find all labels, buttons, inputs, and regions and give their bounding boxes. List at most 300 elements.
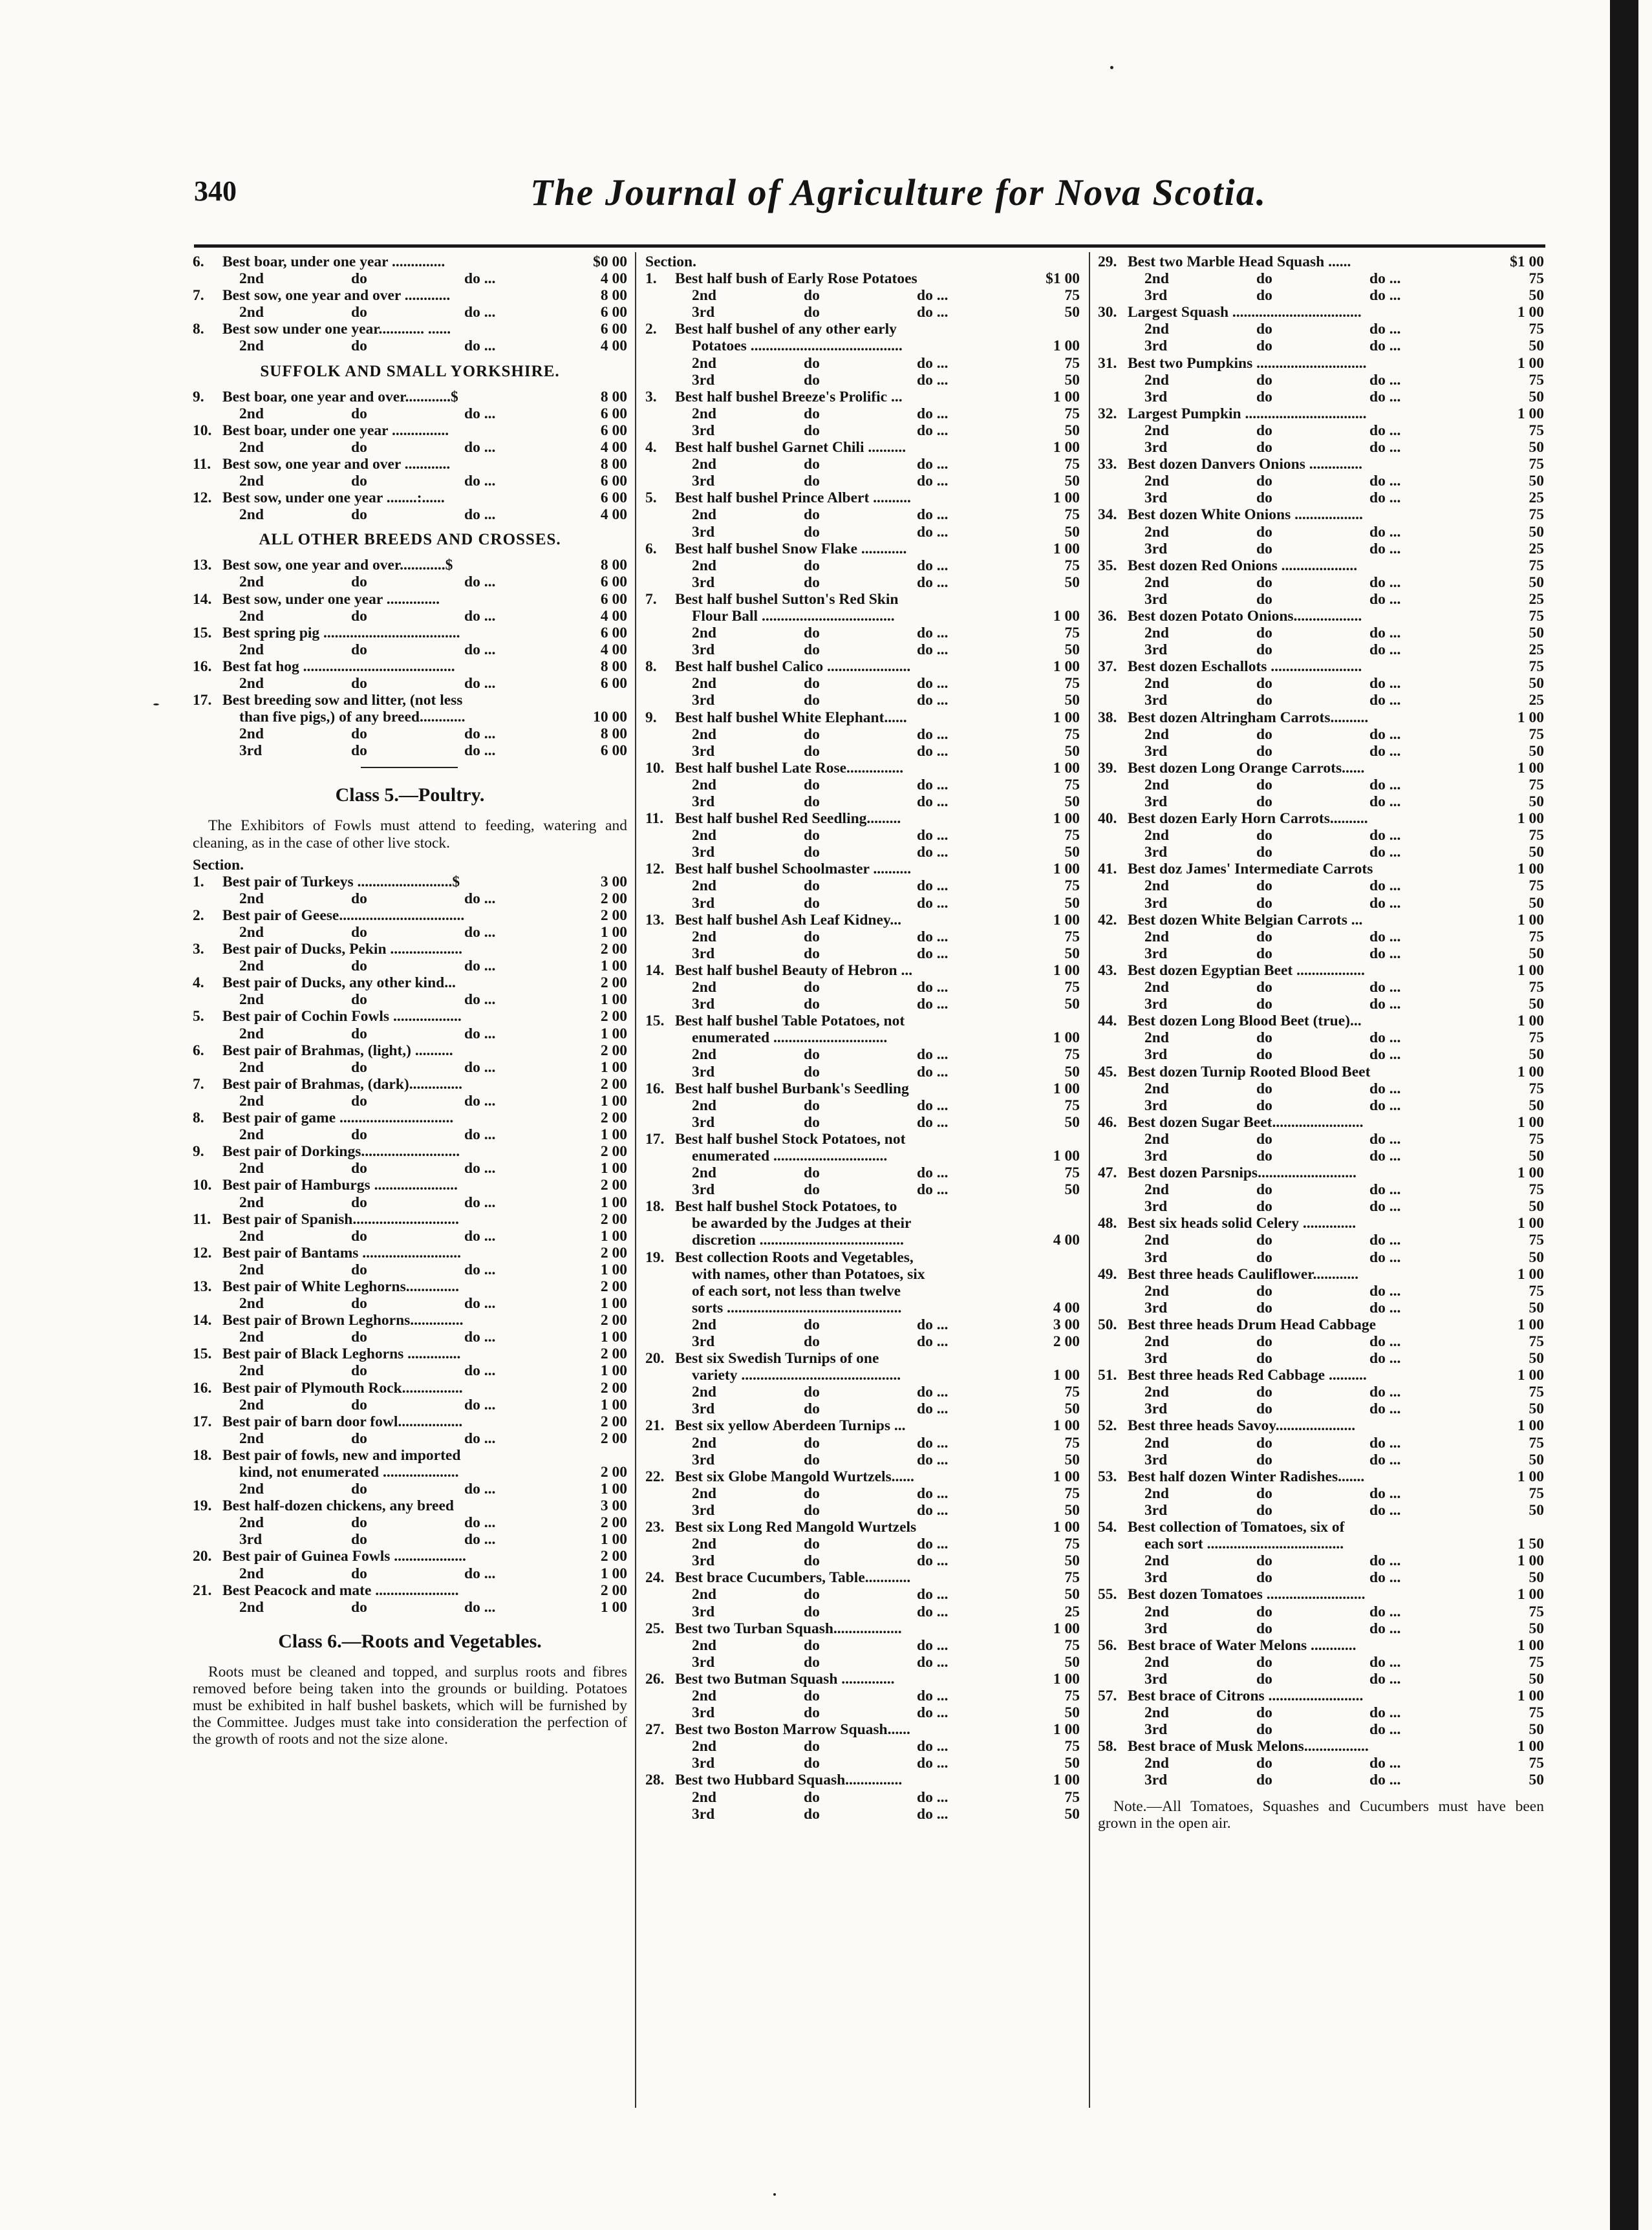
prize-row [193, 1430, 627, 1447]
section-number: 19. [645, 1249, 665, 1266]
place-label: 2nd [239, 1160, 264, 1177]
ditto-mark: do ... [464, 1025, 496, 1042]
place-label: 3rd [692, 1704, 715, 1722]
prize-row [645, 473, 1080, 489]
prize-amount: 4 00 [600, 506, 627, 524]
prize-row [193, 1194, 627, 1211]
place-label: 3rd [692, 1333, 715, 1350]
section-number: 1. [645, 270, 657, 288]
prize-row [193, 1211, 627, 1228]
ditto-mark: do ... [464, 1598, 496, 1616]
prize-row [645, 1266, 1080, 1283]
entry-text: Best two Marble Head Squash ...... [1128, 253, 1351, 270]
prize-row [1098, 1114, 1544, 1131]
ditto-mark: do [1256, 540, 1272, 557]
prize-row [1098, 827, 1544, 844]
entry-text: Best sow, under one year .............. [222, 590, 440, 608]
prize-row [193, 1008, 627, 1025]
ditto-mark: do ... [1369, 996, 1401, 1013]
entry-text: Best six Globe Mangold Wurtzels...... [675, 1468, 914, 1485]
prize-row [645, 675, 1080, 692]
place-label: 2nd [692, 1586, 716, 1603]
ditto-mark: do [351, 1514, 367, 1532]
prize-row [1098, 1417, 1544, 1434]
section-number: 56. [1098, 1636, 1117, 1654]
ditto-mark: do [1256, 1434, 1272, 1452]
prize-amount: 50 [1529, 1772, 1544, 1789]
prize-row [645, 945, 1080, 962]
ditto-mark: do ... [464, 1295, 496, 1313]
prize-row [645, 877, 1080, 894]
entry-text: Best half bushel Sutton's Red Skin [675, 590, 899, 608]
section-number: 8. [193, 321, 204, 338]
place-label: 3rd [1144, 692, 1168, 709]
place-label: 2nd [1144, 1232, 1169, 1249]
entry-text: Best pair of Brown Leghorns.............. [222, 1312, 464, 1329]
prize-amount: 2 00 [600, 1514, 627, 1532]
prize-row [1098, 287, 1544, 304]
prize-row [645, 524, 1080, 541]
prize-amount: 50 [1529, 793, 1544, 810]
prize-amount: 1 00 [1053, 911, 1080, 928]
prize-row [645, 1097, 1080, 1114]
entry-text: Best dozen Altringham Carrots.......... [1128, 709, 1369, 726]
ditto-mark: do [804, 675, 820, 692]
place-label: 2nd [239, 1295, 264, 1313]
section-number: 10. [193, 1177, 212, 1194]
section-number: 11. [645, 810, 664, 828]
entry-text: Best half bushel Stock Potatoes, not [675, 1130, 906, 1148]
prize-row [645, 658, 1080, 675]
section-number: 13. [645, 911, 665, 928]
prize-row [1098, 1333, 1544, 1350]
prize-amount: 1 00 [1053, 1772, 1080, 1789]
prize-row [193, 1362, 627, 1379]
prize-amount: 50 [1529, 388, 1544, 405]
prize-amount: 75 [1064, 1164, 1080, 1182]
place-label: 2nd [1144, 1603, 1169, 1620]
prize-amount: 2 00 [600, 941, 627, 958]
entry-text: Best half-dozen chickens, any breed [222, 1497, 454, 1515]
prize-amount: 75 [1529, 1653, 1544, 1671]
prize-row [1098, 1654, 1544, 1671]
prize-amount: 75 [1064, 928, 1080, 945]
prize-amount: 2 00 [600, 1379, 627, 1397]
prize-row [645, 743, 1080, 760]
prize-amount: 50 [1529, 1249, 1544, 1266]
ditto-mark: do ... [1369, 928, 1401, 945]
prize-amount: 50 [1064, 1501, 1080, 1519]
prize-row [645, 541, 1080, 557]
entry-text: Best spring pig .................................... [222, 624, 460, 641]
place-label: 3rd [239, 1531, 263, 1549]
ditto-mark: do ... [464, 725, 496, 743]
prize-amount: 2 00 [600, 1581, 627, 1599]
section-number: 24. [645, 1569, 665, 1587]
prize-amount: $0 00 [593, 253, 627, 270]
ditto-mark: do ... [917, 1755, 949, 1772]
prize-amount: 1 00 [1517, 1417, 1544, 1435]
prize-amount: 1 00 [600, 1481, 627, 1498]
prize-row [1098, 1519, 1544, 1536]
ditto-mark: do ... [464, 924, 496, 941]
entry-continuation: enumerated .............................. [692, 1147, 888, 1164]
prize-row [193, 389, 627, 405]
prize-amount: 2 00 [600, 890, 627, 907]
section-number: 7. [193, 1075, 204, 1093]
place-label: 3rd [1144, 1670, 1168, 1688]
place-label: 2nd [239, 725, 264, 743]
prize-row [645, 1215, 1080, 1232]
prize-row [1098, 675, 1544, 692]
ditto-mark: do [351, 405, 367, 422]
prize-amount: 6 00 [600, 405, 627, 422]
entry-text: Best fat hog ........................................ [222, 658, 455, 675]
ditto-mark: do [1256, 1501, 1272, 1519]
prize-amount: 50 [1064, 1552, 1080, 1570]
entry-text: Best dozen Egyptian Beet .................. [1128, 961, 1365, 979]
ditto-mark: do [804, 1755, 820, 1772]
prize-amount: 8 00 [600, 388, 627, 405]
prize-row [1098, 625, 1544, 641]
place-label: 3rd [1144, 1721, 1168, 1739]
prize-row [193, 422, 627, 439]
ditto-mark: do ... [917, 1316, 949, 1333]
prize-row [1098, 1671, 1544, 1688]
place-label: 3rd [1144, 641, 1168, 659]
prize-amount: 50 [1064, 1653, 1080, 1671]
place-label: 2nd [1144, 725, 1169, 743]
ditto-mark: do [351, 473, 367, 490]
ditto-mark: do ... [1369, 979, 1401, 996]
entry-text: Best brace of Musk Melons................. [1128, 1738, 1369, 1755]
ditto-mark: do ... [917, 641, 949, 659]
prize-row [193, 439, 627, 456]
ditto-mark: do [804, 692, 820, 709]
ditto-mark: do ... [917, 692, 949, 709]
prize-row [1098, 928, 1544, 945]
ditto-mark: do ... [1369, 1147, 1401, 1164]
ditto-mark: do [1256, 928, 1272, 945]
prize-row [645, 1468, 1080, 1485]
prize-amount: 50 [1064, 1586, 1080, 1603]
prize-row [1098, 1569, 1544, 1586]
place-label: 2nd [1144, 1130, 1169, 1148]
prize-row [1098, 489, 1544, 506]
place-label: 2nd [1144, 1704, 1169, 1722]
prize-amount: 1 00 [1517, 1586, 1544, 1603]
prize-amount: 75 [1529, 725, 1544, 743]
entry-continuation: enumerated .............................. [692, 1029, 888, 1047]
prize-amount: 75 [1529, 1181, 1544, 1199]
prize-row [1098, 1384, 1544, 1400]
place-label: 3rd [692, 641, 715, 659]
ditto-mark: do ... [464, 1481, 496, 1498]
prize-amount: 2 00 [1053, 1333, 1080, 1350]
prize-amount: 75 [1529, 371, 1544, 389]
prize-row [645, 861, 1080, 877]
place-label: 3rd [692, 1063, 715, 1080]
prize-row [1098, 1688, 1544, 1704]
entry-text: Best sow under one year............ ...... [222, 321, 451, 338]
ditto-mark: do [1256, 1282, 1272, 1300]
page-number: 340 [194, 175, 237, 207]
ditto-mark: do [1256, 1046, 1272, 1064]
prize-row [645, 1181, 1080, 1198]
ditto-mark: do [804, 641, 820, 659]
place-label: 3rd [1144, 1350, 1168, 1367]
prize-row [1098, 524, 1544, 541]
section-number: 27. [645, 1721, 665, 1739]
prize-row [1098, 1367, 1544, 1384]
place-label: 3rd [692, 692, 715, 709]
prize-row [193, 1514, 627, 1531]
ditto-mark: do [1256, 1620, 1272, 1637]
prize-amount: 25 [1529, 692, 1544, 709]
section-number: 7. [645, 590, 657, 608]
ditto-mark: do ... [917, 979, 949, 996]
ditto-mark: do [1256, 1721, 1272, 1739]
place-label: 3rd [692, 574, 715, 591]
ditto-mark: do [804, 1501, 820, 1519]
ditto-mark: do ... [1369, 725, 1401, 743]
ditto-mark: do ... [917, 827, 949, 844]
prize-amount: $1 00 [1510, 253, 1544, 270]
ditto-mark: do ... [1369, 1653, 1401, 1671]
prize-amount: 75 [1064, 776, 1080, 793]
prize-row [645, 1519, 1080, 1536]
ditto-mark: do ... [464, 1160, 496, 1177]
place-label: 2nd [1144, 321, 1169, 338]
ditto-mark: do ... [917, 1451, 949, 1468]
place-label: 3rd [692, 1755, 715, 1772]
prize-row [645, 793, 1080, 810]
prize-row [1098, 1586, 1544, 1603]
ditto-mark: do ... [1369, 945, 1401, 962]
prize-amount: 75 [1064, 1687, 1080, 1704]
prize-amount: 2 00 [600, 1312, 627, 1329]
ditto-mark: do ... [464, 304, 496, 321]
ditto-mark: do [1256, 270, 1272, 288]
prize-row [193, 1076, 627, 1093]
prize-row [193, 890, 627, 907]
prize-row [1098, 760, 1544, 777]
prize-amount: 1 00 [600, 924, 627, 941]
ditto-mark: do ... [464, 1092, 496, 1110]
ditto-mark: do ... [1369, 1046, 1401, 1064]
section-number: 43. [1098, 961, 1117, 979]
ink-speck [153, 703, 159, 705]
prize-row [193, 473, 627, 489]
section-number: 23. [645, 1519, 665, 1536]
place-label: 2nd [239, 1227, 264, 1245]
ditto-mark: do ... [1369, 1350, 1401, 1367]
section-number: 13. [193, 557, 212, 574]
prize-row [193, 941, 627, 958]
prize-row [1098, 1738, 1544, 1755]
place-label: 2nd [239, 1430, 264, 1447]
section-number: 33. [1098, 456, 1117, 473]
ditto-mark: do [1256, 1029, 1272, 1047]
prize-row [645, 1300, 1080, 1316]
prize-row [645, 1232, 1080, 1249]
ditto-mark: do ... [464, 1058, 496, 1076]
ditto-mark: do ... [1369, 1232, 1401, 1249]
entry-text: Largest Squash .................................. [1128, 304, 1362, 321]
place-label: 2nd [692, 725, 716, 743]
ditto-mark: do ... [1369, 1249, 1401, 1266]
ditto-mark: do ... [917, 1046, 949, 1064]
entry-continuation: variety .......................................... [692, 1367, 901, 1384]
prize-amount: 6 00 [600, 321, 627, 338]
place-label: 2nd [1144, 270, 1169, 288]
section-number: 6. [193, 1042, 204, 1059]
prize-row [1098, 1536, 1544, 1552]
prize-amount: 50 [1529, 1198, 1544, 1216]
prize-row [645, 1080, 1080, 1097]
place-label: 2nd [239, 1058, 264, 1076]
ditto-mark: do [1256, 1704, 1272, 1722]
place-label: 3rd [692, 523, 715, 541]
prize-row [645, 439, 1080, 456]
prize-amount: 1 00 [600, 1531, 627, 1549]
entry-text: Best sow, under one year ........:...... [222, 489, 445, 507]
prize-row [645, 641, 1080, 658]
prize-amount: 2 00 [600, 1430, 627, 1447]
prize-row [645, 270, 1080, 287]
prize-row [1098, 996, 1544, 1013]
prize-amount: 50 [1529, 1046, 1544, 1064]
prize-amount: 75 [1529, 776, 1544, 793]
prize-amount: 75 [1529, 456, 1544, 473]
ditto-mark: do [804, 1113, 820, 1131]
ditto-mark: do [804, 1384, 820, 1401]
ditto-mark: do [1256, 1772, 1272, 1789]
ditto-mark: do ... [1369, 625, 1401, 642]
prize-row [1098, 557, 1544, 574]
prize-row [645, 996, 1080, 1013]
prize-amount: 75 [1529, 607, 1544, 625]
entry-continuation: of each sort, not less than twelve [692, 1282, 901, 1300]
ditto-mark: do ... [464, 1126, 496, 1144]
prize-amount: 75 [1529, 1130, 1544, 1148]
prize-amount: 1 00 [1053, 1620, 1080, 1637]
prize-amount: 1 00 [600, 1565, 627, 1582]
prize-amount: 50 [1529, 1501, 1544, 1519]
class6-heading: Class 6.—Roots and Vegetables. [278, 1630, 542, 1652]
prize-amount: 1 00 [1517, 1468, 1544, 1485]
entry-continuation: with names, other than Potatoes, six [692, 1265, 925, 1283]
prize-row [1098, 1097, 1544, 1114]
prize-row [1098, 877, 1544, 894]
prize-amount: 1 00 [1517, 354, 1544, 372]
prize-row [1098, 777, 1544, 793]
place-label: 2nd [239, 641, 264, 658]
prize-amount: 50 [1064, 996, 1080, 1013]
ditto-mark: do ... [464, 405, 496, 422]
ditto-mark: do ... [1369, 574, 1401, 591]
prize-row [645, 1046, 1080, 1063]
ditto-mark: do [804, 1552, 820, 1570]
prize-amount: 2 00 [600, 1413, 627, 1430]
ditto-mark: do ... [917, 422, 949, 439]
place-label: 3rd [692, 473, 715, 490]
ditto-mark: do [1256, 1755, 1272, 1772]
prize-row [645, 287, 1080, 304]
entry-text: Best dozen White Onions .................. [1128, 506, 1363, 524]
prize-amount: 50 [1529, 1721, 1544, 1739]
entry-continuation: each sort .................................... [1144, 1536, 1344, 1553]
prize-amount: 4 00 [600, 607, 627, 625]
section-number: 34. [1098, 506, 1117, 524]
place-label: 2nd [1144, 625, 1169, 642]
place-label: 3rd [1144, 894, 1168, 912]
prize-row [193, 1447, 627, 1464]
ditto-mark: do ... [464, 1531, 496, 1549]
prize-amount: 8 00 [600, 725, 627, 743]
prize-amount: 50 [1064, 1805, 1080, 1823]
ditto-mark: do [1256, 422, 1272, 439]
ditto-mark: do [804, 1097, 820, 1114]
scan-edge-bar [1610, 0, 1638, 2230]
place-label: 3rd [1144, 388, 1168, 405]
prize-amount: 75 [1064, 725, 1080, 743]
prize-row [645, 574, 1080, 591]
ditto-mark: do ... [1369, 1485, 1401, 1502]
ditto-mark: do [1256, 338, 1272, 355]
ditto-mark: do ... [464, 438, 496, 456]
ditto-mark: do [351, 338, 367, 355]
ditto-mark: do [1256, 1653, 1272, 1671]
prize-amount: 1 00 [1517, 1164, 1544, 1182]
ditto-mark: do ... [1369, 540, 1401, 557]
prize-row [645, 1367, 1080, 1384]
ditto-mark: do [351, 1092, 367, 1110]
ditto-mark: do [351, 924, 367, 941]
place-label: 3rd [692, 894, 715, 912]
ditto-mark: do [804, 742, 820, 760]
prize-amount: 75 [1529, 1603, 1544, 1620]
prize-row [645, 928, 1080, 945]
entry-text: Best half bushel Schoolmaster .......... [675, 861, 912, 878]
entry-text: Best boar, one year and over............$ [222, 388, 458, 405]
prize-row [1098, 1064, 1544, 1080]
ditto-mark: do ... [917, 894, 949, 912]
place-label: 2nd [239, 1329, 264, 1346]
ditto-mark: do [1256, 1299, 1272, 1316]
place-label: 2nd [239, 890, 264, 907]
prize-row [645, 1536, 1080, 1552]
prize-row [193, 974, 627, 991]
place-label: 3rd [1144, 1772, 1168, 1789]
prize-amount: 1 00 [1053, 1468, 1080, 1485]
section-number: 3. [645, 388, 657, 405]
ditto-mark: do [351, 1396, 367, 1413]
place-label: 2nd [1144, 371, 1169, 389]
prize-amount: 1 00 [1053, 1367, 1080, 1384]
prize-amount: 2 00 [600, 1177, 627, 1194]
prize-amount: 75 [1529, 1485, 1544, 1502]
entry-text: Best brace of Citrons ......................... [1128, 1687, 1364, 1704]
section-label: Section. [645, 253, 696, 270]
prize-amount: 6 00 [600, 674, 627, 692]
entry-text: Best two Butman Squash .............. [675, 1670, 895, 1688]
prize-amount: 1 00 [1053, 1721, 1080, 1739]
prize-amount: 50 [1529, 844, 1544, 861]
section-number: 39. [1098, 759, 1117, 777]
prize-amount: 50 [1529, 473, 1544, 490]
prize-row [645, 389, 1080, 405]
